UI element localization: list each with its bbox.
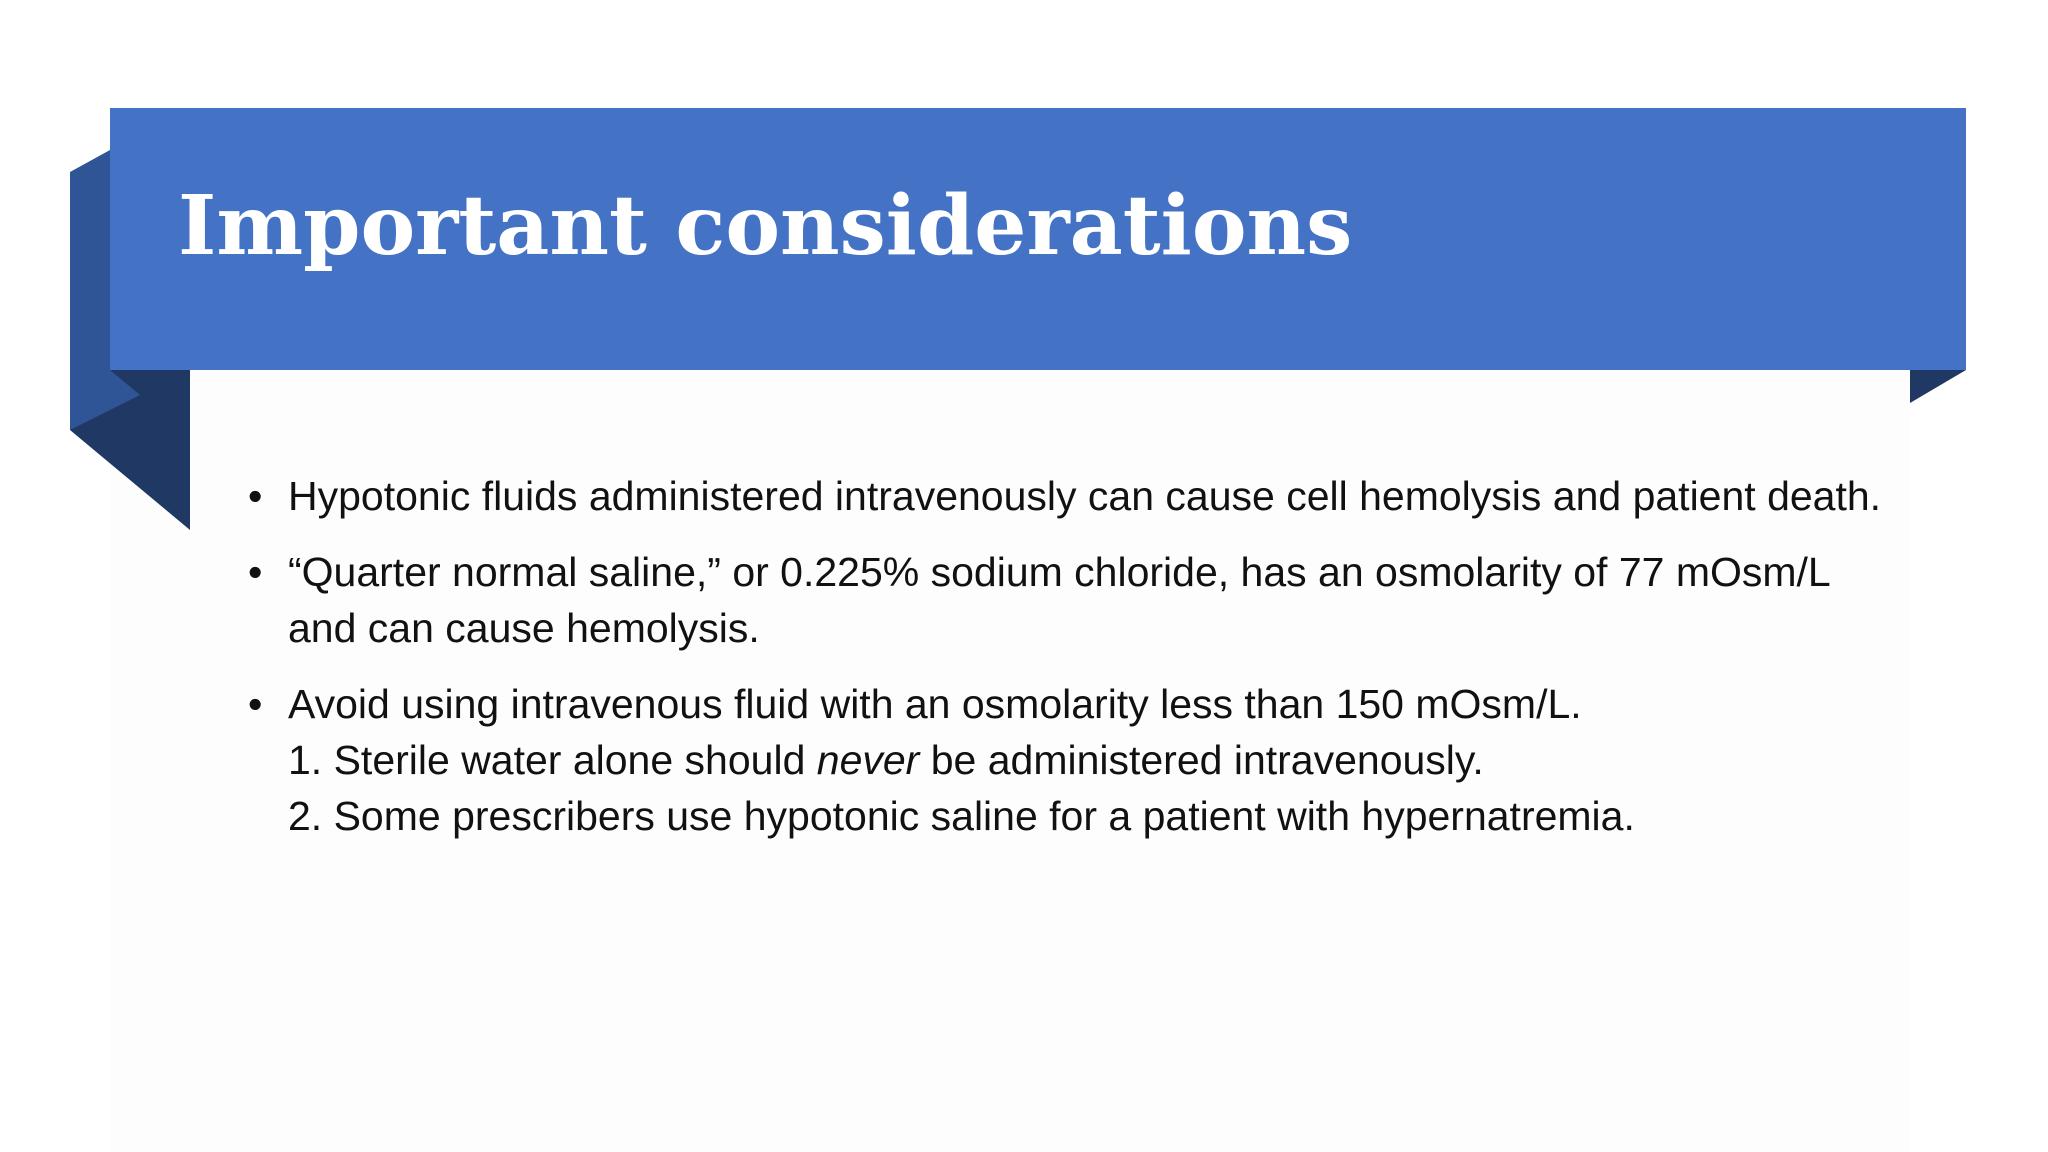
sub-item	[288, 732, 1908, 788]
bullet-dot: •	[248, 681, 263, 727]
bullet-text: “Quarter normal saline,” or 0.225% sodium chloride, has an osmolarity of 77 mOsm/L and can cause hemolysis.	[288, 549, 1830, 651]
ribbon-right-shadow	[1910, 370, 1966, 403]
sub-item-prefix: 1. Sterile water alone should	[288, 737, 817, 783]
bullet-list	[248, 468, 1908, 864]
sub-item-emphasis: never	[816, 737, 920, 783]
sub-item: 2. Some prescribers use hypotonic saline for a patient with hypernatremia.	[288, 793, 1635, 839]
bullet-dot: •	[248, 549, 263, 595]
bullet-item	[248, 676, 1908, 844]
bullet-item	[248, 544, 1908, 656]
bullet-dot: •	[248, 473, 263, 519]
sub-item-suffix: be administered intravenously.	[919, 737, 1484, 783]
bullet-text: Avoid using intravenous fluid with an osmolarity less than 150 mOsm/L.	[288, 681, 1582, 727]
bullet-text: Hypotonic fluids administered intravenously can cause cell hemolysis and patient death.	[288, 473, 1882, 519]
bullet-item	[248, 468, 1908, 524]
slide-title: Important considerations	[178, 178, 1353, 274]
